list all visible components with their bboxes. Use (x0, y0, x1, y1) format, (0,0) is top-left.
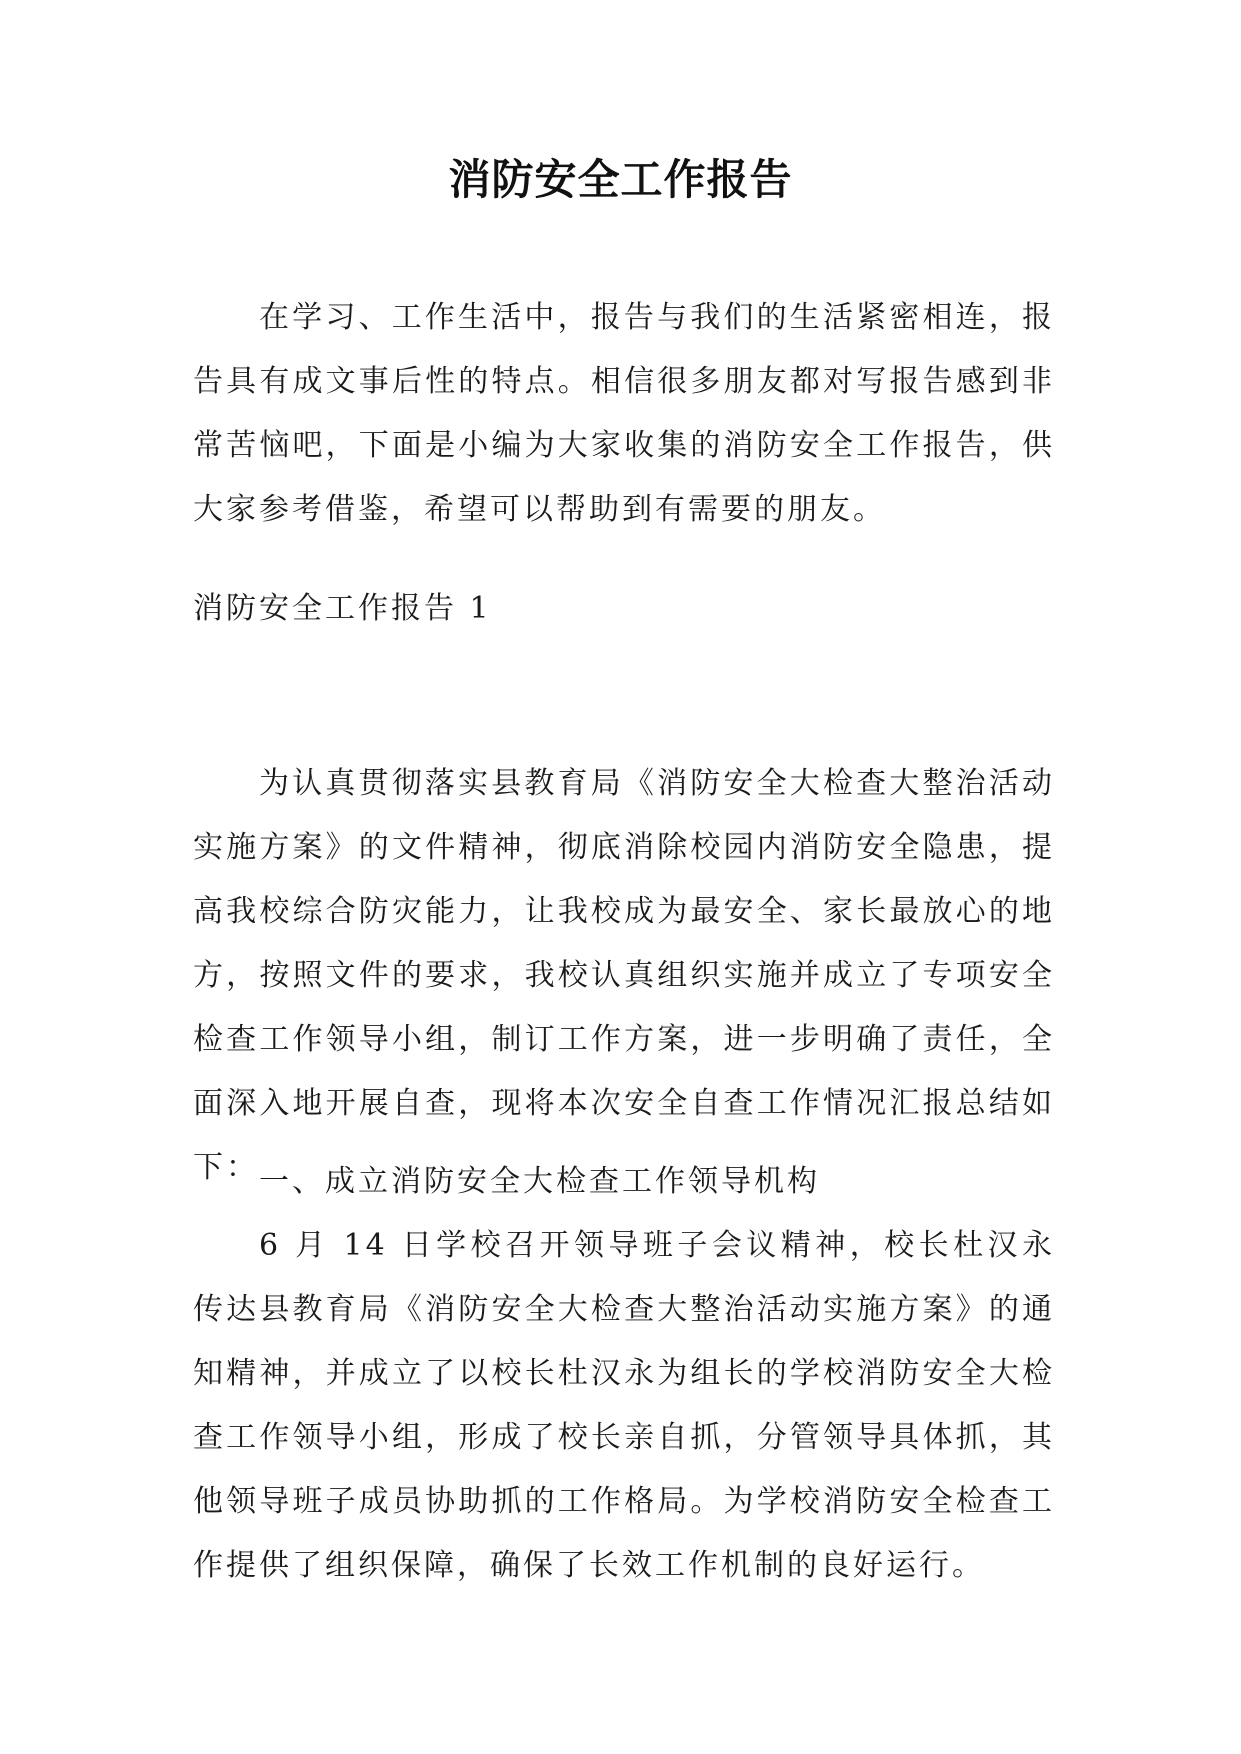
intro-paragraph: 在学习、工作生活中，报告与我们的生活紧密相连，报告具有成文事后性的特点。相信很多朋友都对写报告感到非常苦恼吧，下面是小编为大家收集的消防安全工作报告，供大家参考借鉴，希望可以帮助到有需要的朋友。 (193, 300, 1055, 527)
document-title: 消防安全工作报告 (448, 155, 793, 204)
body-paragraph-1: 为认真贯彻落实县教育局《消防安全大检查大整治活动实施方案》的文件精神，彻底消除校园内消防安全隐患，提高我校综合防灾能力，让我校成为最安全、家长最放心的地方，按照文件的要求，我校认真组织实施并成立了专项安全检查工作领导小组，制订工作方案，进一步明确了责任，全面深入地开展自查，现将本次安全自查工作情况汇报总结如下： (193, 766, 1055, 1185)
body-paragraph-2: 6 月 14 日学校召开领导班子会议精神，校长杜汉永传达县教育局《消防安全大检查大整治活动实施方案》的通知精神，并成立了以校长杜汉永为组长的学校消防安全大检查工作领导小组，形成了校长亲自抓，分管领导具体抓，其他领导班子成员协助抓的工作格局。为学校消防安全检查工作提供了组织保障，确保了长效工作机制的良好运行。 (193, 1228, 1055, 1583)
section-heading: 消防安全工作报告 1 (193, 591, 492, 626)
subheading-1: 一、成立消防安全大检查工作领导机构 (259, 1164, 820, 1199)
